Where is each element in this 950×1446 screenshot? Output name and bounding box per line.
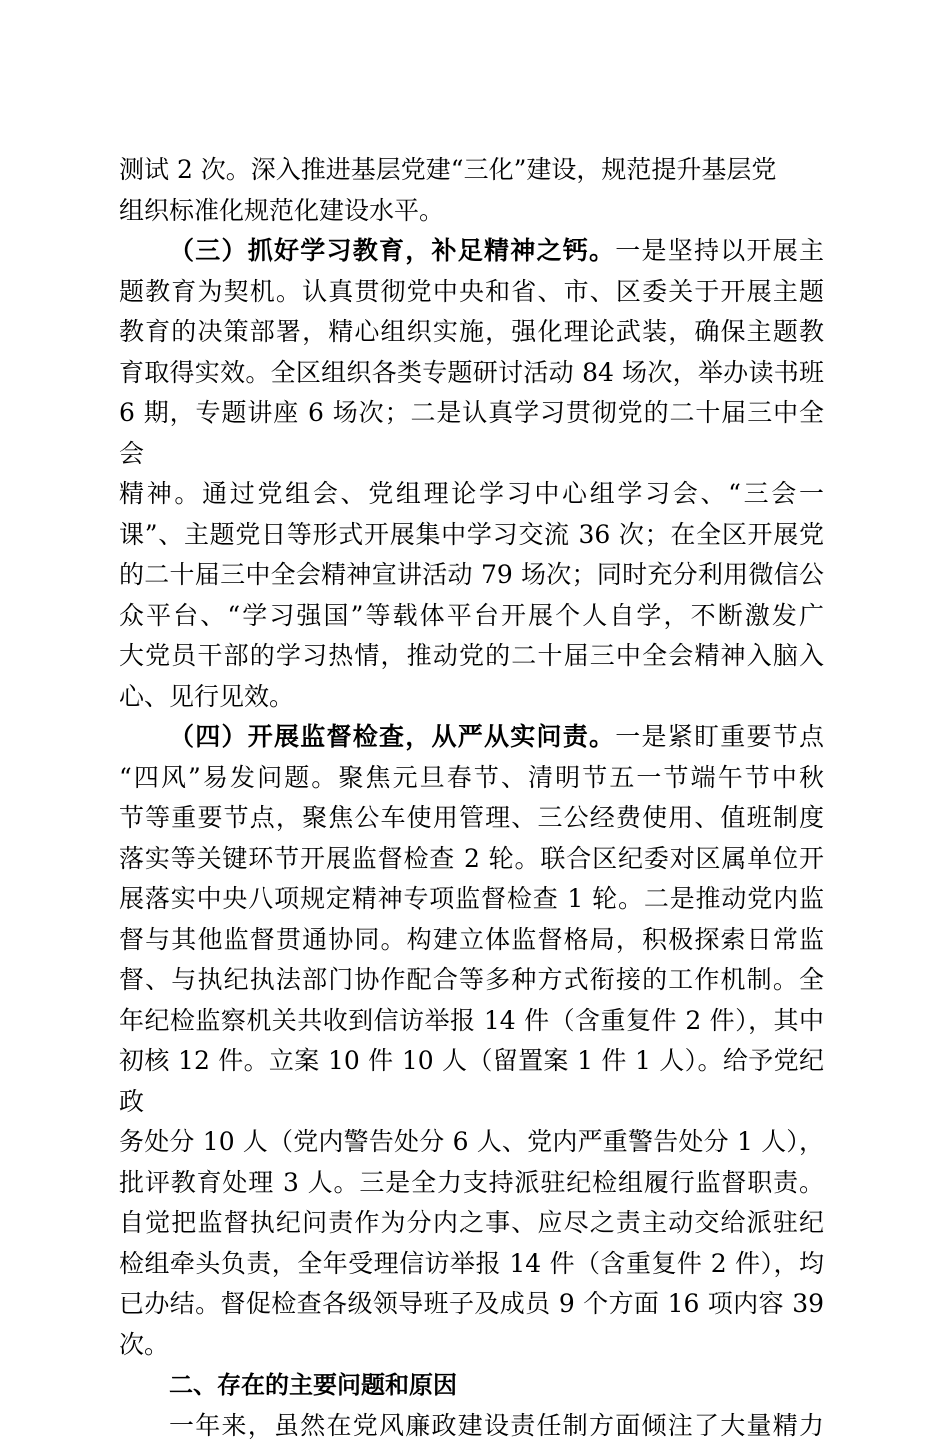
section-heading: 二、存在的主要问题和原因 — [119, 1365, 824, 1406]
text-line: 众平台、“学习强国”等载体平台开展个人自学，不断激发广 — [119, 596, 824, 637]
text-line: “四风”易发问题。聚焦元旦春节、清明节五一节端午节中秋 — [119, 758, 824, 799]
text-line: 心、见行见效。 — [119, 677, 824, 718]
text-line: 年纪检监察机关共收到信访举报 14 件（含重复件 2 件），其中 — [119, 1001, 824, 1042]
text-line: 初核 12 件。立案 10 件 10 人（留置案 1 件 1 人）。给予党纪政 — [119, 1041, 824, 1122]
text-line: 务处分 10 人（党内警告处分 6 人、党内严重警告处分 1 人）， — [119, 1122, 824, 1163]
text-line — [119, 717, 824, 758]
paragraph-problems-intro — [119, 1406, 824, 1446]
text-line: 6 期，专题讲座 6 场次；二是认真学习贯彻党的二十届三中全会 — [119, 393, 824, 474]
document-body — [119, 150, 824, 1446]
text-line: 自觉把监督执纪问责作为分内之事、应尽之责主动交给派驻纪 — [119, 1203, 824, 1244]
text-line: 组织标准化规范化建设水平。 — [119, 191, 824, 232]
text-line: 课”、主题党日等形式开展集中学习交流 36 次；在全区开展党 — [119, 515, 824, 556]
section-lead-three: （三）抓好学习教育，补足精神之钙。 — [169, 236, 615, 265]
text-line: 检组牵头负责，全年受理信访举报 14 件（含重复件 2 件），均 — [119, 1244, 824, 1285]
paragraph-study-education — [119, 231, 824, 677]
text-line: 次。 — [119, 1325, 824, 1366]
text-line: 批评教育处理 3 人。三是全力支持派驻纪检组履行监督职责。 — [119, 1163, 824, 1204]
text-line: 已办结。督促检查各级领导班子及成员 9 个方面 16 项内容 39 — [119, 1284, 824, 1325]
text-fragment: 一是坚持以开展主 — [615, 236, 824, 265]
text-line: 一年来，虽然在党风廉政建设责任制方面倾注了大量精力 — [119, 1406, 824, 1446]
text-line: 督、与执纪执法部门协作配合等多种方式衔接的工作机制。全 — [119, 960, 824, 1001]
text-line: 教育的决策部署，精心组织实施，强化理论武装，确保主题教 — [119, 312, 824, 353]
section-lead-four: （四）开展监督检查，从严从实问责。 — [169, 722, 615, 751]
text-line: 题教育为契机。认真贯彻党中央和省、市、区委关于开展主题 — [119, 272, 824, 313]
paragraph-supervision — [119, 717, 824, 1325]
text-line: 测试 2 次。深入推进基层党建“三化”建设，规范提升基层党 — [119, 150, 824, 191]
text-line: 节等重要节点，聚焦公车使用管理、三公经费使用、值班制度 — [119, 798, 824, 839]
text-line: 精神。通过党组会、党组理论学习中心组学习会、“三会一 — [119, 474, 824, 515]
text-line: 育取得实效。全区组织各类专题研讨活动 84 场次，举办读书班 — [119, 353, 824, 394]
paragraph-study-education-end — [119, 677, 824, 718]
text-line: 督与其他监督贯通协同。构建立体监督格局，积极探索日常监 — [119, 920, 824, 961]
paragraph-party-building — [119, 150, 824, 231]
paragraph-supervision-end — [119, 1325, 824, 1366]
text-line — [119, 231, 824, 272]
text-line: 落实等关键环节开展监督检查 2 轮。联合区纪委对区属单位开 — [119, 839, 824, 880]
text-line: 的二十届三中全会精神宣讲活动 79 场次；同时充分利用微信公 — [119, 555, 824, 596]
text-fragment: 一是紧盯重要节点 — [615, 722, 824, 751]
text-line: 展落实中央八项规定精神专项监督检查 1 轮。二是推动党内监 — [119, 879, 824, 920]
text-line: 大党员干部的学习热情，推动党的二十届三中全会精神入脑入 — [119, 636, 824, 677]
